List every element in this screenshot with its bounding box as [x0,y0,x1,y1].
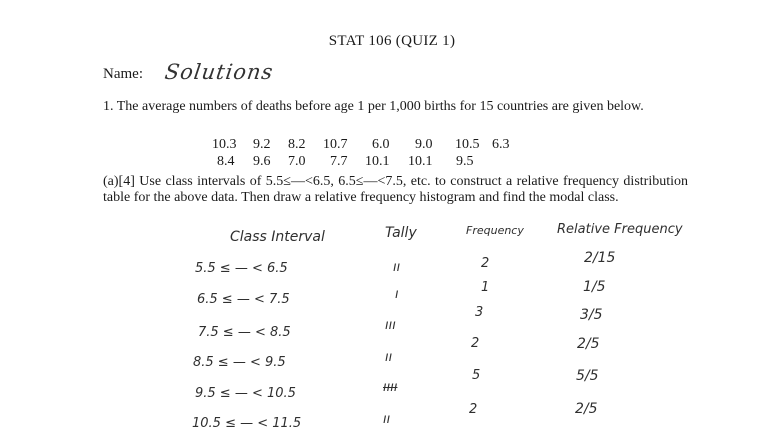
relative-frequency-cell: 2/5 [575,401,598,417]
data-value: 10.1 [408,154,433,169]
frequency-cell: 5 [472,368,481,383]
question-text: 1. The average numbers of deaths before age 1 per 1,000 births for 15 countries are given below. [103,99,644,114]
part-a-text: (a)[4] Use class intervals of 5.5≤—<6.5, 6.5≤—<7.5, etc. to construct a relative frequency distribution table for the above data. Then draw a relative frequency histogram and find the modal class. [103,174,688,205]
data-value: 10.3 [212,137,237,152]
tally-cell: ı [395,287,399,302]
data-value: 9.2 [253,137,271,152]
header-frequency: Frequency [466,224,524,237]
frequency-cell: 2 [471,336,480,351]
page-title: STAT 106 (QUIZ 1) [328,33,456,49]
header-tally: Tally [385,225,417,241]
data-value: 8.2 [288,137,306,152]
interval-cell: 5.5 ≤ — < 6.5 [195,261,288,276]
tally-cell: ıııı [383,380,398,395]
data-value: 10.5 [455,137,480,152]
data-value: 9.5 [456,154,474,169]
data-value: 6.0 [372,137,390,152]
interval-cell: 6.5 ≤ — < 7.5 [197,292,290,307]
data-row-2 [0,154,784,172]
data-value: 10.1 [365,154,390,169]
interval-cell: 10.5 ≤ — < 11.5 [192,416,302,431]
name-label: Name: [103,66,143,82]
header-relative-frequency: Relative Frequency [557,222,683,237]
relative-frequency-cell: 3/5 [580,307,603,323]
relative-frequency-cell: 5/5 [576,368,599,384]
data-value: 6.3 [492,137,510,152]
tally-cell: ıı [383,412,391,427]
name-handwritten: Solutions [163,60,276,84]
data-value: 8.4 [217,154,235,169]
interval-cell: 9.5 ≤ — < 10.5 [195,386,296,401]
relative-frequency-cell: 1/5 [583,279,606,295]
data-value: 7.7 [330,154,348,169]
tally-cell: ııı [385,318,396,333]
data-value: 10.7 [323,137,348,152]
frequency-cell: 1 [481,280,490,295]
data-value: 9.6 [253,154,271,169]
frequency-cell: 3 [475,305,484,320]
data-value: 9.0 [415,137,433,152]
header-class-interval: Class Interval [230,229,325,245]
tally-cell: ıı [393,260,401,275]
tally-cell: ıı [385,350,393,365]
interval-cell: 8.5 ≤ — < 9.5 [193,355,286,370]
interval-cell: 7.5 ≤ — < 8.5 [198,325,291,340]
relative-frequency-cell: 2/15 [584,250,616,266]
relative-frequency-cell: 2/5 [577,336,600,352]
data-value: 7.0 [288,154,306,169]
frequency-cell: 2 [481,256,490,271]
frequency-cell: 2 [469,402,478,417]
data-row-1 [0,137,784,155]
